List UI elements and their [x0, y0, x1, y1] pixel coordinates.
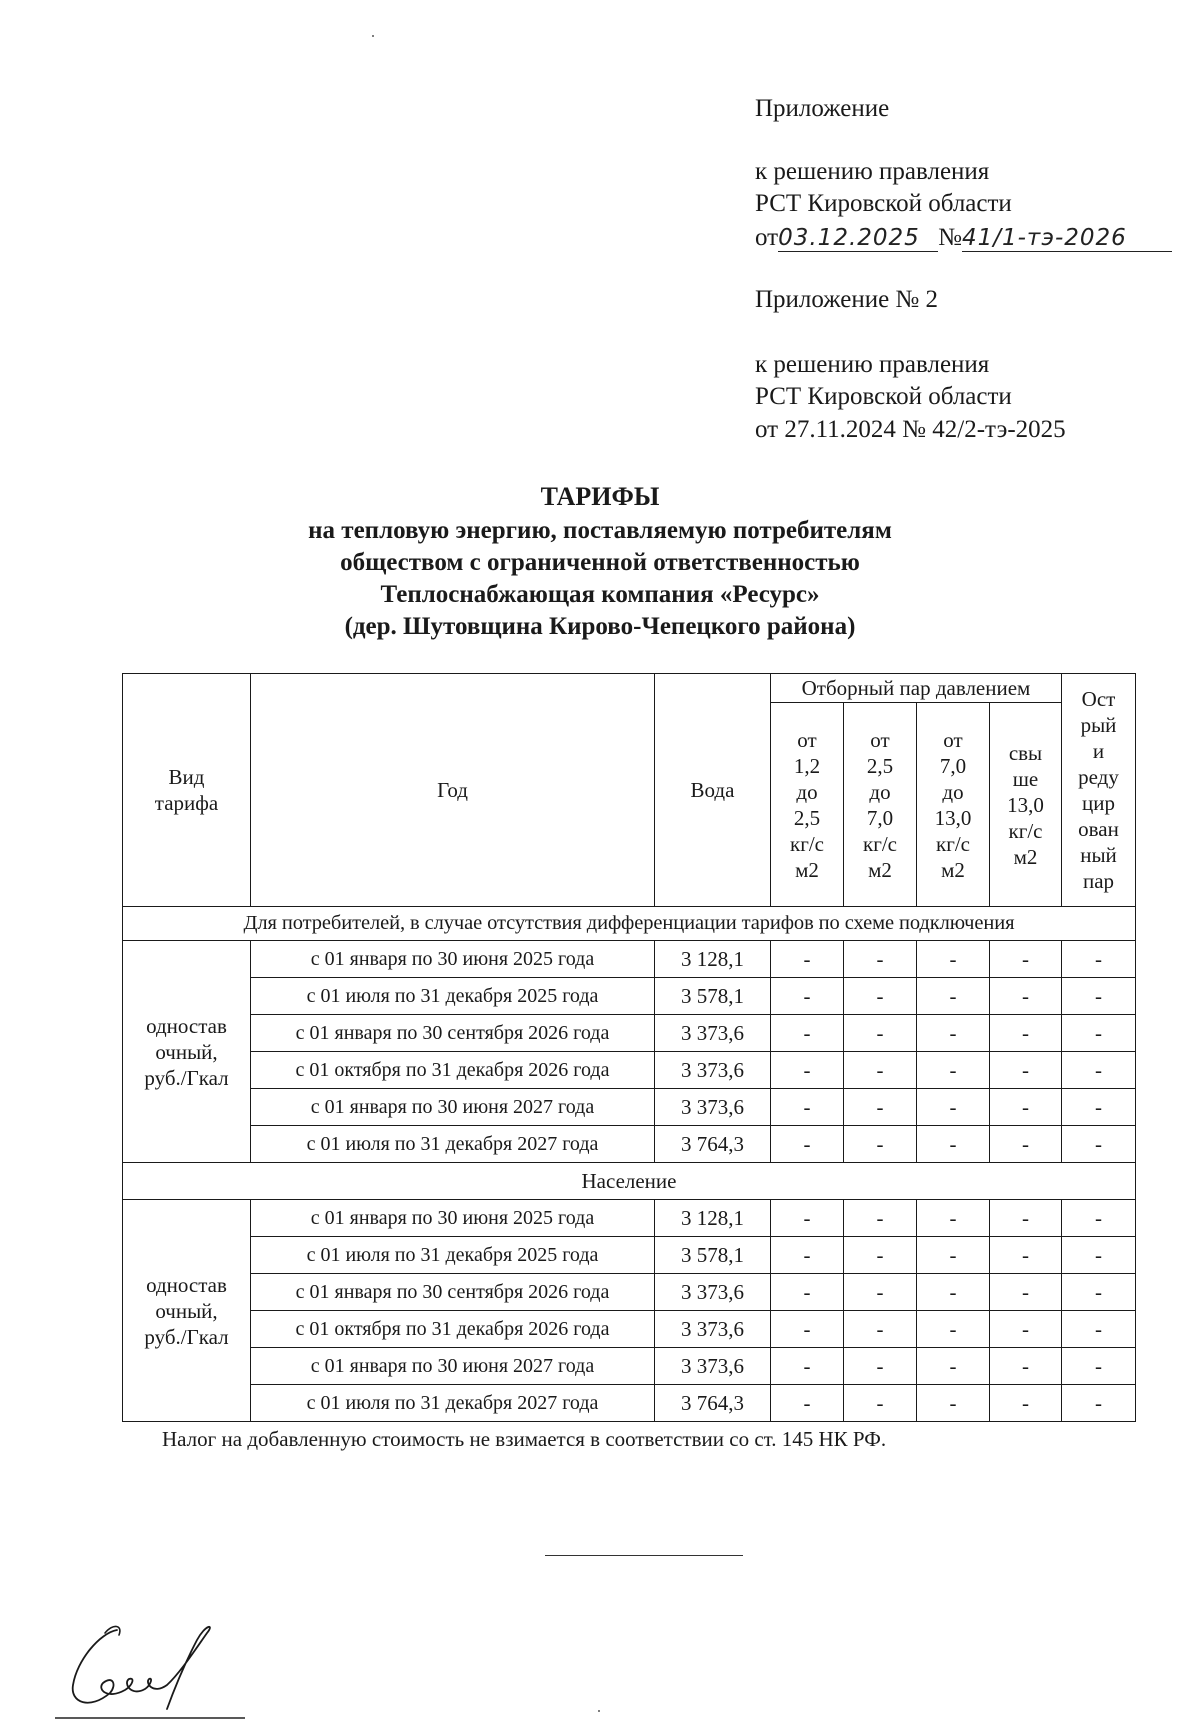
water-cell: 3 373,6: [655, 1348, 771, 1385]
steam-cell: -: [917, 1311, 990, 1348]
heading-line-2: обществом с ограниченной ответственностью: [340, 549, 860, 576]
steam-cell: -: [844, 1385, 917, 1422]
steam-cell: -: [990, 1052, 1062, 1089]
steam-cell: -: [771, 1089, 844, 1126]
tariff-table: [122, 673, 1136, 1422]
table-row: [123, 1237, 1136, 1274]
header-steam-1-2-5: от 1,2 до 2,5 кг/с м2: [771, 703, 844, 907]
table-row: [123, 978, 1136, 1015]
water-cell: 3 578,1: [655, 978, 771, 1015]
period-cell: с 01 октября по 31 декабря 2026 года: [251, 1052, 655, 1089]
steam-cell: -: [917, 1126, 990, 1163]
steam-cell: -: [844, 1015, 917, 1052]
appendix-date-line: [755, 222, 1172, 254]
steam-cell: -: [844, 941, 917, 978]
table-row: [123, 1385, 1136, 1422]
water-cell: 3 128,1: [655, 1200, 771, 1237]
heading-line-4: (дер. Шутовщина Кирово-Чепецкого района): [344, 613, 856, 640]
header-steam-2-5-7: от 2,5 до 7,0 кг/с м2: [844, 703, 917, 907]
sharp-steam-cell: -: [1062, 1200, 1136, 1237]
period-cell: с 01 января по 30 сентября 2026 года: [251, 1015, 655, 1052]
header-steam: Отборный пар давлением: [771, 674, 1062, 703]
period-cell: с 01 октября по 31 декабря 2026 года: [251, 1311, 655, 1348]
sharp-steam-cell: -: [1062, 978, 1136, 1015]
period-cell: с 01 января по 30 июня 2027 года: [251, 1089, 655, 1126]
separator-line: [545, 1555, 743, 1556]
sharp-steam-cell: -: [1062, 1274, 1136, 1311]
period-cell: с 01 января по 30 июня 2025 года: [251, 941, 655, 978]
sharp-steam-cell: -: [1062, 1385, 1136, 1422]
tariff-type-cell: одностав очный, руб./Гкал: [123, 1200, 251, 1422]
steam-cell: -: [990, 1015, 1062, 1052]
steam-cell: -: [990, 978, 1062, 1015]
steam-cell: -: [844, 1311, 917, 1348]
steam-cell: -: [917, 1089, 990, 1126]
appendix-line-1: к решению правления: [755, 158, 990, 185]
signature-image: [55, 1605, 245, 1721]
steam-cell: -: [990, 1274, 1062, 1311]
sharp-steam-cell: -: [1062, 1052, 1136, 1089]
steam-cell: -: [917, 1348, 990, 1385]
steam-cell: -: [771, 1015, 844, 1052]
period-cell: с 01 января по 30 июня 2027 года: [251, 1348, 655, 1385]
handwritten-number: 41/1-тэ-2026: [962, 225, 1172, 252]
water-cell: 3 373,6: [655, 1311, 771, 1348]
table-row: [123, 1200, 1136, 1237]
table-row: [123, 1311, 1136, 1348]
table-row: [123, 1015, 1136, 1052]
steam-cell: -: [844, 1348, 917, 1385]
steam-cell: -: [990, 1200, 1062, 1237]
tariff-type-cell: одностав очный, руб./Гкал: [123, 941, 251, 1163]
sharp-steam-cell: -: [1062, 941, 1136, 978]
steam-cell: -: [917, 978, 990, 1015]
sharp-steam-cell: -: [1062, 1237, 1136, 1274]
table-row: [123, 1274, 1136, 1311]
vat-note: Налог на добавленную стоимость не взимается в соответствии со ст. 145 НК РФ.: [162, 1427, 887, 1451]
period-cell: с 01 июля по 31 декабря 2027 года: [251, 1126, 655, 1163]
steam-cell: -: [990, 1385, 1062, 1422]
steam-cell: -: [844, 1200, 917, 1237]
steam-cell: -: [917, 1052, 990, 1089]
date-prefix: от: [755, 224, 779, 251]
steam-cell: -: [771, 1237, 844, 1274]
appendix-title: Приложение: [755, 95, 890, 122]
water-cell: 3 764,3: [655, 1385, 771, 1422]
steam-cell: -: [771, 1126, 844, 1163]
steam-cell: -: [771, 941, 844, 978]
steam-cell: -: [844, 1237, 917, 1274]
sharp-steam-cell: -: [1062, 1015, 1136, 1052]
appendix2-line-3: от 27.11.2024 № 42/2-тэ-2025: [755, 416, 1066, 443]
sharp-steam-cell: -: [1062, 1348, 1136, 1385]
steam-cell: -: [990, 1126, 1062, 1163]
steam-cell: -: [917, 941, 990, 978]
header-steam-over-13: свы ше 13,0 кг/с м2: [990, 703, 1062, 907]
water-cell: 3 373,6: [655, 1015, 771, 1052]
section-title-general: Для потребителей, в случае отсутствия дифференциации тарифов по схеме подключения: [123, 907, 1136, 941]
table-row: [123, 1348, 1136, 1385]
steam-cell: -: [844, 978, 917, 1015]
steam-cell: -: [844, 1274, 917, 1311]
sharp-steam-cell: -: [1062, 1089, 1136, 1126]
period-cell: с 01 января по 30 сентября 2026 года: [251, 1274, 655, 1311]
appendix2-line-1: к решению правления: [755, 351, 990, 378]
heading-line-3: Теплоснабжающая компания «Ресурс»: [380, 581, 820, 608]
steam-cell: -: [990, 1089, 1062, 1126]
appendix2-line-2: РСТ Кировской области: [755, 383, 1012, 410]
table-row: [123, 1089, 1136, 1126]
steam-cell: -: [990, 1311, 1062, 1348]
steam-cell: -: [844, 1052, 917, 1089]
table-row: [123, 941, 1136, 978]
steam-cell: -: [917, 1015, 990, 1052]
steam-cell: -: [771, 1385, 844, 1422]
header-tariff-type: Вид тарифа: [123, 674, 251, 907]
steam-cell: -: [917, 1274, 990, 1311]
scan-speck: [598, 1710, 600, 1712]
steam-cell: -: [990, 941, 1062, 978]
number-prefix: №: [938, 224, 962, 251]
header-sharp-steam: Ост рый и реду цир ован ный пар: [1062, 674, 1136, 907]
appendix2-title: Приложение № 2: [755, 286, 939, 313]
steam-cell: -: [844, 1089, 917, 1126]
water-cell: 3 373,6: [655, 1089, 771, 1126]
header-water: Вода: [655, 674, 771, 907]
header-steam-7-13: от 7,0 до 13,0 кг/с м2: [917, 703, 990, 907]
water-cell: 3 578,1: [655, 1237, 771, 1274]
handwritten-date: 03.12.2025: [778, 225, 938, 252]
section-title-population: Население: [123, 1163, 1136, 1200]
steam-cell: -: [990, 1237, 1062, 1274]
period-cell: с 01 января по 30 июня 2025 года: [251, 1200, 655, 1237]
steam-cell: -: [771, 978, 844, 1015]
steam-cell: -: [917, 1200, 990, 1237]
sharp-steam-cell: -: [1062, 1126, 1136, 1163]
steam-cell: -: [771, 1274, 844, 1311]
steam-cell: -: [771, 1200, 844, 1237]
steam-cell: -: [771, 1348, 844, 1385]
period-cell: с 01 июля по 31 декабря 2025 года: [251, 1237, 655, 1274]
steam-cell: -: [917, 1385, 990, 1422]
scan-speck: [372, 35, 374, 37]
steam-cell: -: [771, 1311, 844, 1348]
water-cell: 3 128,1: [655, 941, 771, 978]
sharp-steam-cell: -: [1062, 1311, 1136, 1348]
water-cell: 3 373,6: [655, 1274, 771, 1311]
table-row: [123, 1126, 1136, 1163]
steam-cell: -: [844, 1126, 917, 1163]
heading-line-1: на тепловую энергию, поставляемую потребителям: [308, 517, 892, 544]
document-title: ТАРИФЫ: [540, 482, 660, 511]
period-cell: с 01 июля по 31 декабря 2027 года: [251, 1385, 655, 1422]
appendix-line-2: РСТ Кировской области: [755, 190, 1012, 217]
period-cell: с 01 июля по 31 декабря 2025 года: [251, 978, 655, 1015]
steam-cell: -: [990, 1348, 1062, 1385]
header-year: Год: [251, 674, 655, 907]
steam-cell: -: [917, 1237, 990, 1274]
water-cell: 3 764,3: [655, 1126, 771, 1163]
water-cell: 3 373,6: [655, 1052, 771, 1089]
table-row: [123, 1052, 1136, 1089]
steam-cell: -: [771, 1052, 844, 1089]
